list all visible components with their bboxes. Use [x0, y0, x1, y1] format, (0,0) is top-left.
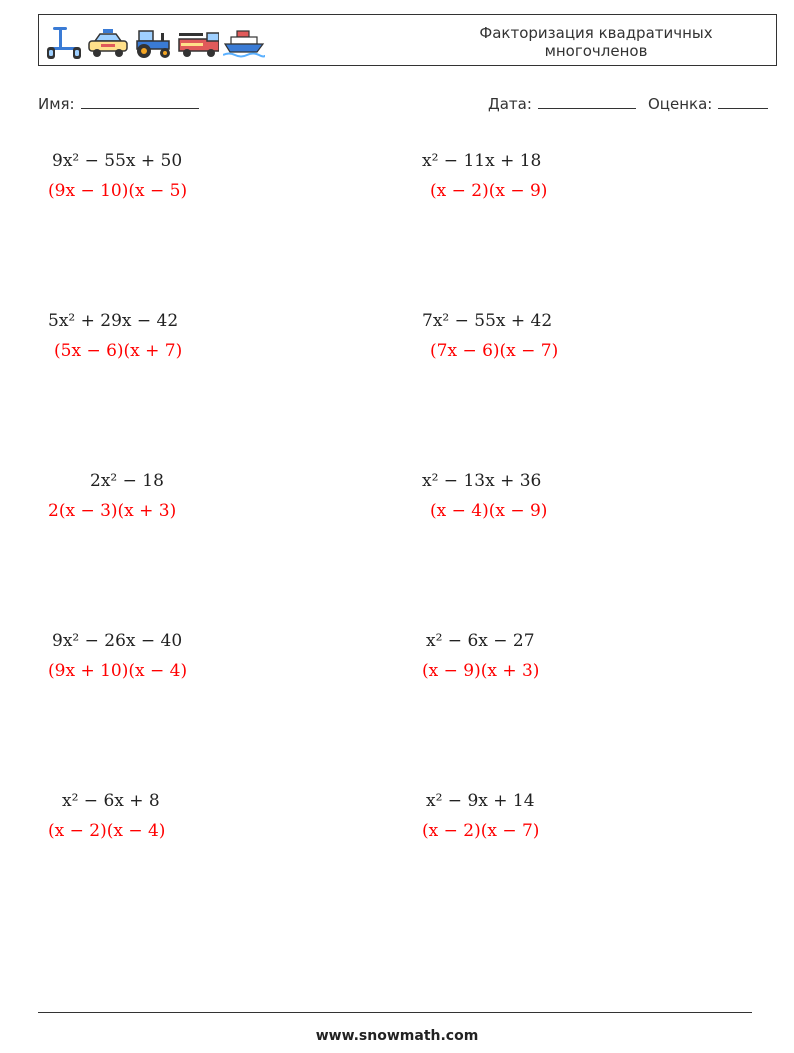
- problem-answer: (x − 2)(x − 4): [48, 821, 166, 841]
- problem-answer: (9x − 10)(x − 5): [48, 181, 188, 201]
- problem-6: [422, 470, 602, 522]
- problem-answer: (7x − 6)(x − 7): [430, 341, 559, 361]
- problem-answer: (x − 2)(x − 7): [422, 821, 540, 841]
- problem-expression: x² − 13x + 36: [422, 471, 542, 491]
- title-line-1: Факторизация квадратичных: [479, 24, 713, 42]
- segway-icon: [45, 25, 83, 59]
- problem-answer: (x − 2)(x − 9): [430, 181, 548, 201]
- grade-blank[interactable]: [718, 94, 768, 109]
- problem-5: [48, 470, 228, 522]
- name-label: Имя:: [38, 95, 75, 113]
- problem-answer: (x − 4)(x − 9): [430, 501, 548, 521]
- problem-3: [48, 310, 228, 362]
- problem-1: [48, 150, 228, 202]
- problem-9: [48, 790, 228, 842]
- problem-expression: 2x² − 18: [90, 471, 164, 491]
- date-blank[interactable]: [538, 94, 636, 109]
- problem-expression: 5x² + 29x − 42: [48, 311, 179, 331]
- tractor-icon: [133, 25, 173, 59]
- footer-url[interactable]: www.snowmath.com: [315, 1028, 479, 1044]
- problem-expression: x² − 6x + 8: [62, 791, 160, 811]
- date-label: Дата:: [488, 95, 532, 113]
- problem-answer: (x − 9)(x + 3): [422, 661, 540, 681]
- problem-expression: 9x² − 55x + 50: [52, 151, 183, 171]
- worksheet-header: [38, 14, 777, 66]
- grade-field[interactable]: [648, 94, 768, 113]
- grade-label: Оценка:: [648, 95, 713, 113]
- problem-expression: 9x² − 26x − 40: [52, 631, 183, 651]
- problem-answer: (5x − 6)(x + 7): [54, 341, 183, 361]
- problem-8: [422, 630, 602, 682]
- problem-2: [422, 150, 602, 202]
- ship-icon: [223, 25, 265, 59]
- header-icons: [45, 23, 265, 59]
- problem-10: [422, 790, 602, 842]
- title-line-2: многочленов: [544, 42, 648, 60]
- problem-expression: x² − 9x + 14: [426, 791, 535, 811]
- problem-expression: x² − 6x − 27: [426, 631, 535, 651]
- name-blank[interactable]: [81, 94, 199, 109]
- problem-7: [48, 630, 228, 682]
- footer-divider: [38, 1012, 752, 1013]
- problem-expression: 7x² − 55x + 42: [422, 311, 553, 331]
- problem-answer: (9x + 10)(x − 4): [48, 661, 188, 681]
- worksheet-title: [436, 24, 756, 60]
- police-car-icon: [87, 25, 129, 59]
- name-field[interactable]: [38, 94, 199, 113]
- problem-answer: 2(x − 3)(x + 3): [48, 501, 177, 521]
- problem-4: [422, 310, 602, 362]
- fire-truck-icon: [177, 25, 219, 59]
- date-field[interactable]: [488, 94, 636, 113]
- problem-expression: x² − 11x + 18: [422, 151, 542, 171]
